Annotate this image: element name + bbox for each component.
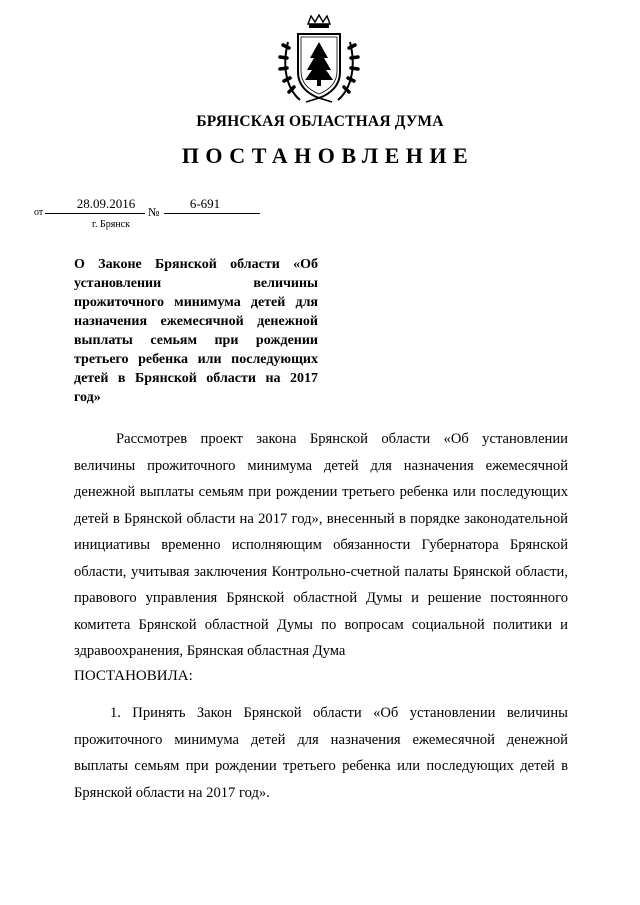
document-type: ПОСТАНОВЛЕНИЕ bbox=[181, 143, 475, 168]
date-underline bbox=[45, 213, 145, 214]
organization-name: БРЯНСКАЯ ОБЛАСТНАЯ ДУМА bbox=[196, 113, 444, 130]
document-city: г. Брянск bbox=[92, 219, 130, 230]
date-prefix-label: от bbox=[34, 207, 44, 218]
document-number: 6-691 bbox=[189, 196, 221, 211]
number-underline bbox=[164, 213, 260, 214]
resolution-item-1: 1. Принять Закон Брянской области «Об установлении величины прожиточного минимума детей для назначения ежемесячной денежной выплаты семьям при рождении третьего ребенка или последующих детей в Брянской области на 2017 год». bbox=[74, 705, 568, 801]
document-title: О Законе Брянской области «Об установлении величины прожиточного минимума детей для назначения ежемесячной денежной выплаты семьям при рождении третьего ребенка или последующих детей в Брянской области на 2017 год» bbox=[74, 257, 318, 405]
bryansk-coat-of-arms-icon bbox=[278, 14, 360, 106]
preamble-paragraph: Рассмотрев проект закона Брянской области «Об установлении величины прожиточного минимума детей для назначения ежемесячной денежной выплаты семьям при рождении третьего ребенка или последующих детей в Брянской области на 2017 год», внесенный в порядке законодательной инициативы временно исполняющим обязанности Губернатора Брянской области, учитывая заключения Контрольно-счетной палаты Брянской области, правового управления Брянской областной Думы и решение постоянного комитета Брянской областной Думы по вопросам социальной политики и здравоохранения, Брянская областная Дума bbox=[74, 431, 568, 659]
resolved-label: ПОСТАНОВИЛА: bbox=[74, 668, 193, 684]
number-label: № bbox=[148, 205, 160, 219]
document-date: 28.09.2016 bbox=[76, 196, 136, 211]
